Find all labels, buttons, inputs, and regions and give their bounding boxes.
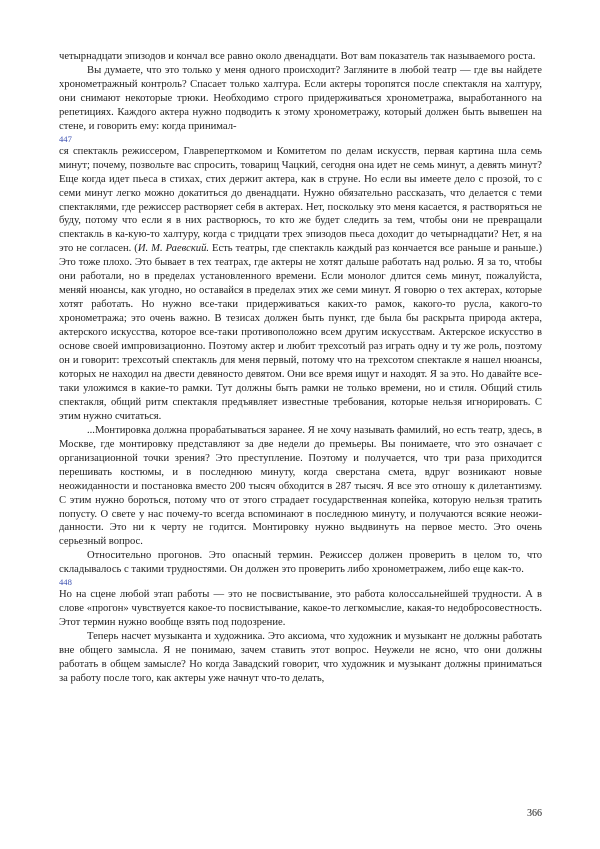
paragraph: Вы думаете, что это только у меня одного происходит? Загляните в любой театр — где вы найдете хронометражный контроль? Спасает только халтура. Если актеры торопятся после спектакля на халтуру, они снимают некоторые трюки. Необходимо строго придерживаться хронометража, выработанного на репетициях. Каждого актера нужно подводить к этому хронометражу, который должен быть вывешен на стене, и говорить ему: когда принимал- bbox=[59, 64, 542, 132]
page-reference-link[interactable] bbox=[59, 134, 542, 145]
page-reference-link[interactable] bbox=[59, 577, 542, 588]
paragraph-text: ся спектакль режиссером, Главреперткомом и Комитетом по делам искусств, первая картина шла семь минут; почему, позвольте вас спросить, товарищ Чацкий, сегодня она идет не семь минут, а девять минут? Еще когда идет пьеса в стихах, стих держит актера, как в струне. Но если вы имеете дело с прозой, то с семи минут легко можно докатиться до двенадцати. Нужно обязательно рассказать, что делается с теми спектаклями, где режиссер растворяет себя в актерах. Нет, поскольку это меня касается, я растворяться не буду, потому что если я в них растворюсь, то кто же будет следить за тем, чтобы они не превращали спектакль в ка-кую-то халтуру, когда с тридцати трех эпизодов пьеса доходит до четырнадцати? Нет, я на это не согласен. ( bbox=[59, 145, 542, 255]
document-body bbox=[59, 50, 542, 686]
paragraph: Относительно прогонов. Это опасный термин. Режиссер должен проверить в целом то, что складывалось с такими трудностями. Он должен это проверить либо хронометражем, либо еще как-то. bbox=[59, 550, 542, 576]
paragraph bbox=[59, 145, 542, 424]
page-reference-number[interactable]: 448 bbox=[59, 577, 72, 588]
speaker-name: И. М. Раевский. bbox=[137, 243, 210, 255]
paragraph: Но на сцене любой этап работы — это не посвистывание, это работа колоссальнейшей трудности. А в слове «прогон» чувствуется какое-то посвистывание, какое-то легкомыслие, какая-то недобросовестность. Этот термин нужно вообще взять под подозрение. bbox=[59, 589, 542, 629]
paragraph-text: Есть театры, где спектакль каждый раз кончается все раньше и раньше.) Это тоже плохо. Это бывает в тех театрах, где актеры не хотят дальше работать над ролью. Я за то, чтобы они работали, но в пределах установленного времени. Если монолог длится семь минут, пожалуйста, меняй нюансы, как угодно, но оставайся в пределах этих же семи минут. Я говорю о тех актерах, которые хотят работать. Но нужно все-таки придерживаться каких-то рамок, какого-то русла, какого-то хронометража; это очень важно. В тезисах должен быть пункт, где была бы раскрыта природа актера, актерского искусства, которое все-таки противоположно всем другим искусствам. Актерское искусство в основе своей импровизационно. Поэтому актер и любит трехсотый раз играть одну и ту же роль, поэтому он и говорит: трехсотый спектакль для меня первый, потому что на трехсотом спектакле я нашел нюансы, которых не находил на двести девяносто девятом. Они все время ищут и находят. Я за это. Но давайте все-таки уложимся в какие-то рамки. Тут должны быть рамки не только времени, но и стиля. Общий стиль спектакля, общий ритм спектакля предъявляет известные требования, которые нельзя игнорировать. С этим нужно считаться. bbox=[59, 243, 542, 422]
page-reference-number[interactable]: 447 bbox=[59, 133, 72, 144]
paragraph: ...Монтировка должна прорабатываться заранее. Я не хочу называть фамилий, но есть театр, здесь, в Москве, где монтировку представляют за две недели до премьеры. Вы понимаете, что это означает с организационной точки зрения? Это преступление. Поэтому и получается, что три раза приходится перешивать костюмы, и в последнюю минуту, когда сверстана смета, вдруг возникают новые неожиданности и постановка вместо 200 тысяч обходится в 287 тысяч. Я все это отношу к дилетантизму. С этим нужно бороться, потому что от этого страдает государственная копейка, которую нельзя тратить попусту. О свете у нас почему-то всегда вспоминают в последнюю минуту, и получаются всякие неожи-данности. Это ни к черту не годится. Монтировку нужно выдвинуть на первое место. Это очень серьезный вопрос. bbox=[59, 424, 542, 548]
paragraph: четырнадцати эпизодов и кончал все равно около двенадцати. Вот вам показатель так называемого роста. bbox=[59, 51, 536, 62]
paragraph: Теперь насчет музыканта и художника. Это аксиома, что художник и музыкант не должны работать вне общего замысла. Я не понимаю, зачем ставить этот вопрос. Неужели не ясно, что они должны работать в общем замысле? Но когда Завадский говорит, что художник и музыкант должны приниматься за работу после того, как актеры уже начнут что-то делать, bbox=[59, 631, 542, 684]
page-number: 366 bbox=[527, 808, 542, 819]
